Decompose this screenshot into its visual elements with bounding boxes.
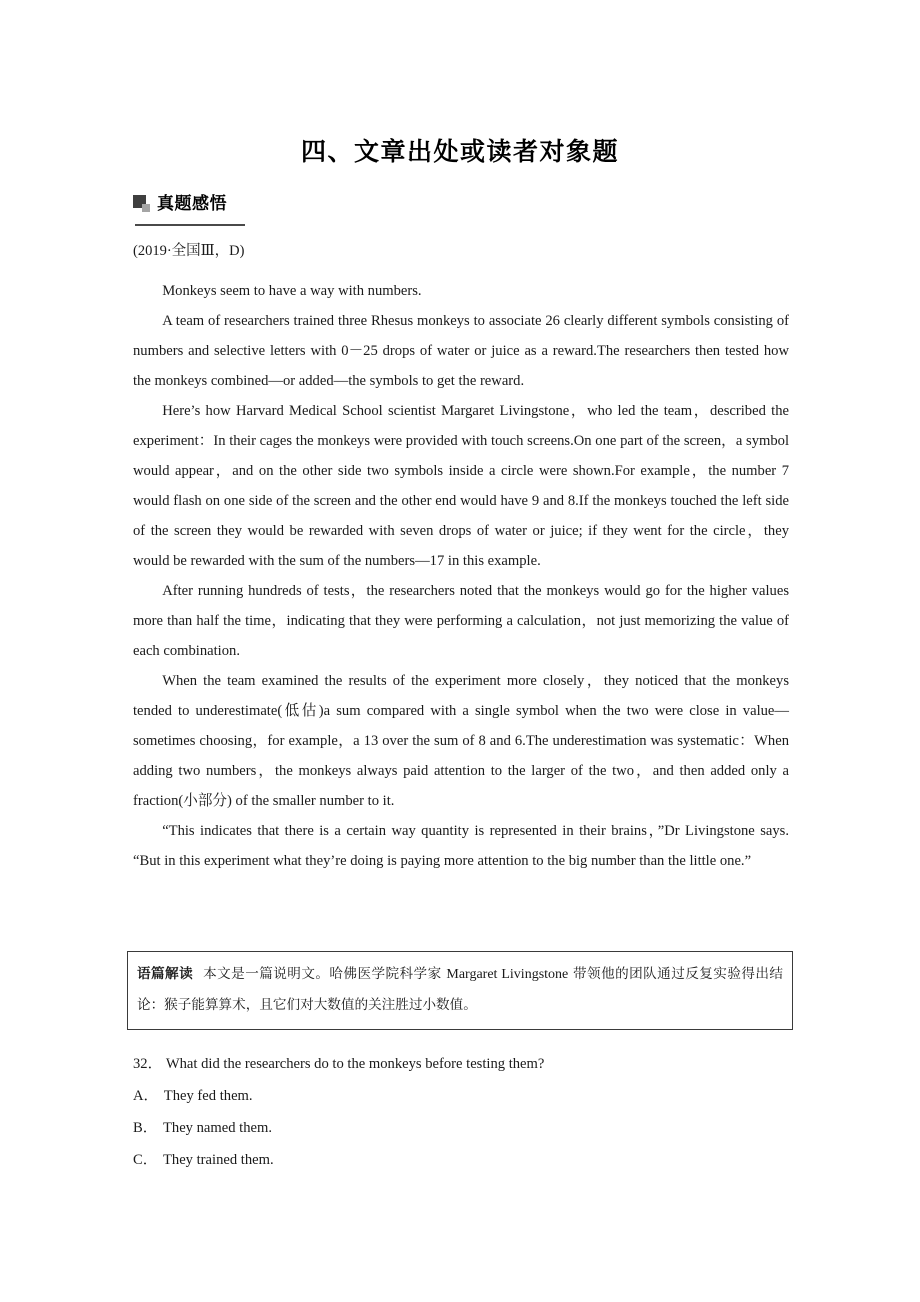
block-square-icon <box>133 195 150 212</box>
passage-body <box>133 276 789 876</box>
analysis-label: 语篇解读 <box>137 966 194 982</box>
option-b-text: They named them. <box>162 1120 272 1136</box>
option-a[interactable] <box>133 1080 793 1112</box>
analysis-box <box>127 951 793 1030</box>
passage-paragraph: Monkeys seem to have a way with numbers. <box>162 283 422 299</box>
option-b-letter: B． <box>133 1120 158 1136</box>
analysis-body-part2: 带领他的团队通过反复实验得出结论：猴子能算算术，且它们对大数值的关注胜过小数值。 <box>137 966 784 1013</box>
option-c-letter: C． <box>133 1152 158 1168</box>
passage-paragraph: A team of researchers trained three Rhesus monkeys to associate 26 clearly different symbols consisting of numbers and selective letters with 0－25 drops of water or juice as a reward.The researchers then tested how the monkeys combined—or added—the symbols to get the reward. <box>133 313 789 389</box>
section-header-label: 真题感悟 <box>157 194 227 215</box>
passage-paragraph: After running hundreds of tests，the researchers noted that the monkeys would go for the higher values more than half the time，indicating that they were performing a calculation，not just memorizing the value of each combination. <box>133 583 789 659</box>
analysis-text <box>137 959 783 1020</box>
option-c[interactable] <box>133 1144 793 1176</box>
option-b[interactable] <box>133 1112 793 1144</box>
option-a-letter: A． <box>133 1088 159 1104</box>
question-stem-text: What did the researchers do to the monkeys before testing them? <box>165 1056 545 1072</box>
option-a-text: They fed them. <box>163 1088 253 1104</box>
question-block <box>133 1048 793 1176</box>
question-stem <box>133 1048 793 1080</box>
option-c-text: They trained them. <box>162 1152 274 1168</box>
page-title: 四、文章出处或读者对象题 <box>300 137 619 166</box>
section-header <box>133 195 227 215</box>
passage-paragraph: When the team examined the results of the experiment more closely，they noticed that the monkeys tended to underestimate(低估)a sum compared with a single symbol when the two were close in value—sometimes choosing，for example，a 13 over the sum of 8 and 6.The underestimation was systematic：When adding two numbers，the monkeys always paid attention to the larger of the two，and then added only a fraction(小部分) of the smaller number to it. <box>133 673 789 809</box>
analysis-scientist-name: Margaret Livingstone <box>446 967 569 982</box>
analysis-body-part1: 本文是一篇说明文。哈佛医学院科学家 <box>203 966 447 982</box>
passage-paragraph: Here’s how Harvard Medical School scientist Margaret Livingstone，who led the team，described the experiment：In their cages the monkeys were provided with touch screens.On one part of the screen，a symbol would appear，and on the other side two symbols inside a circle were shown.For example，the number 7 would flash on one side of the screen and the other end would have 9 and 8.If the monkeys touched the left side of the screen they would be rewarded with seven drops of water or juice; if they went for the circle，they would be rewarded with the sum of the numbers—17 in this example. <box>133 403 789 569</box>
question-number: 32． <box>133 1056 163 1072</box>
section-header-rule <box>135 224 245 226</box>
passage-paragraph: “This indicates that there is a certain way quantity is represented in their brains，”Dr Livingstone says. “But in this experiment what they’re doing is paying more attention to the big number than the little one.” <box>133 823 789 869</box>
source-attribution: (2019·全国Ⅲ，D) <box>133 243 245 259</box>
